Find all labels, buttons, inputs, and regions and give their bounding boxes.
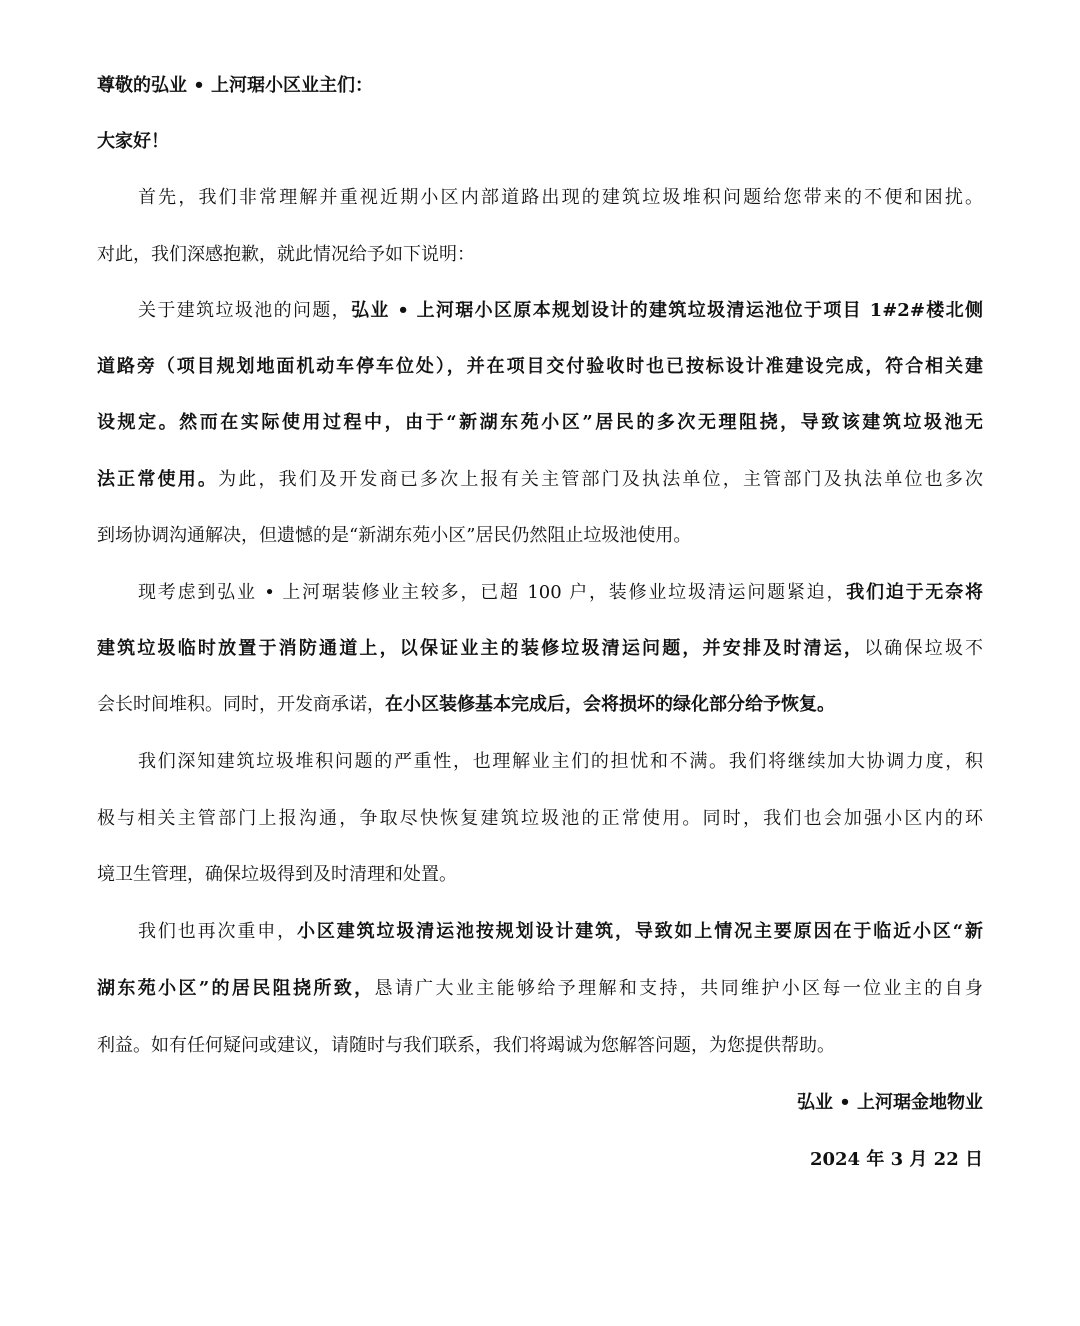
paragraph-5-intro: 我们也再次重申，	[138, 921, 297, 942]
paragraph-2-line-2: 道路旁（项目规划地面机动车停车位处），并在项目交付验收时也已按标设计准建设完成，符合相关建	[97, 356, 983, 377]
paragraph-3-commitment-intro: 会长时间堆积。同时，开发商承诺，	[97, 694, 385, 715]
paragraph-2-emphasis-end: 法正常使用。	[97, 469, 219, 490]
paragraph-4-line-3: 境卫生管理，确保垃圾得到及时清理和处置。	[97, 864, 457, 885]
paragraph-3-emphasis-cont: 建筑垃圾临时放置于消防通道上，以保证业主的装修垃圾清运问题，并安排及时清运，	[97, 638, 865, 659]
paragraph-3-normal: 以确保垃圾不	[864, 638, 983, 659]
paragraph-2-normal: 为此，我们及开发商已多次上报有关主管部门及执法单位，主管部门及执法单位也多次	[218, 469, 983, 490]
paragraph-3-commitment: 在小区装修基本完成后，会将损坏的绿化部分给予恢复。	[385, 694, 835, 715]
paragraph-3-line-2	[97, 635, 983, 663]
paragraph-5-line-1	[138, 918, 983, 946]
paragraph-1-line-1: 首先，我们非常理解并重视近期小区内部道路出现的建筑垃圾堆积问题给您带来的不便和困扰。	[138, 187, 983, 208]
paragraph-2-intro: 关于建筑垃圾池的问题，	[138, 300, 352, 321]
paragraph-2-line-5: 到场协调沟通解决，但遗憾的是“新湖东苑小区”居民仍然阻止垃圾池使用。	[97, 525, 692, 546]
paragraph-5-line-3: 利益。如有任何疑问或建议，请随时与我们联系，我们将竭诚为您解答问题，为您提供帮助。	[97, 1035, 835, 1056]
paragraph-5-emphasis-cont: 湖东苑小区”的居民阻挠所致，	[97, 978, 375, 999]
paragraph-2-line-4	[97, 466, 983, 494]
paragraph-1-line-2: 对此，我们深感抱歉，就此情况给予如下说明：	[97, 244, 475, 265]
paragraph-3-line-1	[138, 579, 983, 607]
paragraph-3-emphasis: 我们迫于无奈将	[846, 582, 983, 603]
paragraph-3-line-3	[97, 691, 983, 719]
paragraph-3-intro: 现考虑到弘业 • 上河琚装修业主较多，已超 100 户，装修业垃圾清运问题紧迫，	[138, 582, 847, 603]
signature: 弘业 • 上河琚金地物业	[796, 1092, 983, 1113]
paragraph-5-line-2	[97, 975, 983, 1003]
paragraph-2-emphasis: 弘业 • 上河琚小区原本规划设计的建筑垃圾清运池位于项目 1#2#楼北侧	[351, 300, 983, 321]
paragraph-5-normal: 恳请广大业主能够给予理解和支持，共同维护小区每一位业主的自身	[374, 978, 983, 999]
greeting: 大家好！	[97, 131, 169, 152]
salutation: 尊敬的弘业 • 上河琚小区业主们：	[97, 75, 374, 96]
paragraph-4-line-1: 我们深知建筑垃圾堆积问题的严重性，也理解业主们的担忧和不满。我们将继续加大协调力度，积	[138, 751, 983, 772]
date: 2024 年 3 月 22 日	[809, 1149, 983, 1170]
paragraph-4-line-2: 极与相关主管部门上报沟通，争取尽快恢复建筑垃圾池的正常使用。同时，我们也会加强小区内的环	[97, 808, 983, 829]
paragraph-5-emphasis: 小区建筑垃圾清运池按规划设计建筑，导致如上情况主要原因在于临近小区“新	[296, 921, 983, 942]
paragraph-2-line-3: 设规定。然而在实际使用过程中，由于“新湖东苑小区”居民的多次无理阻挠，导致该建筑垃圾池无	[97, 412, 983, 433]
paragraph-2-line-1	[138, 297, 983, 325]
